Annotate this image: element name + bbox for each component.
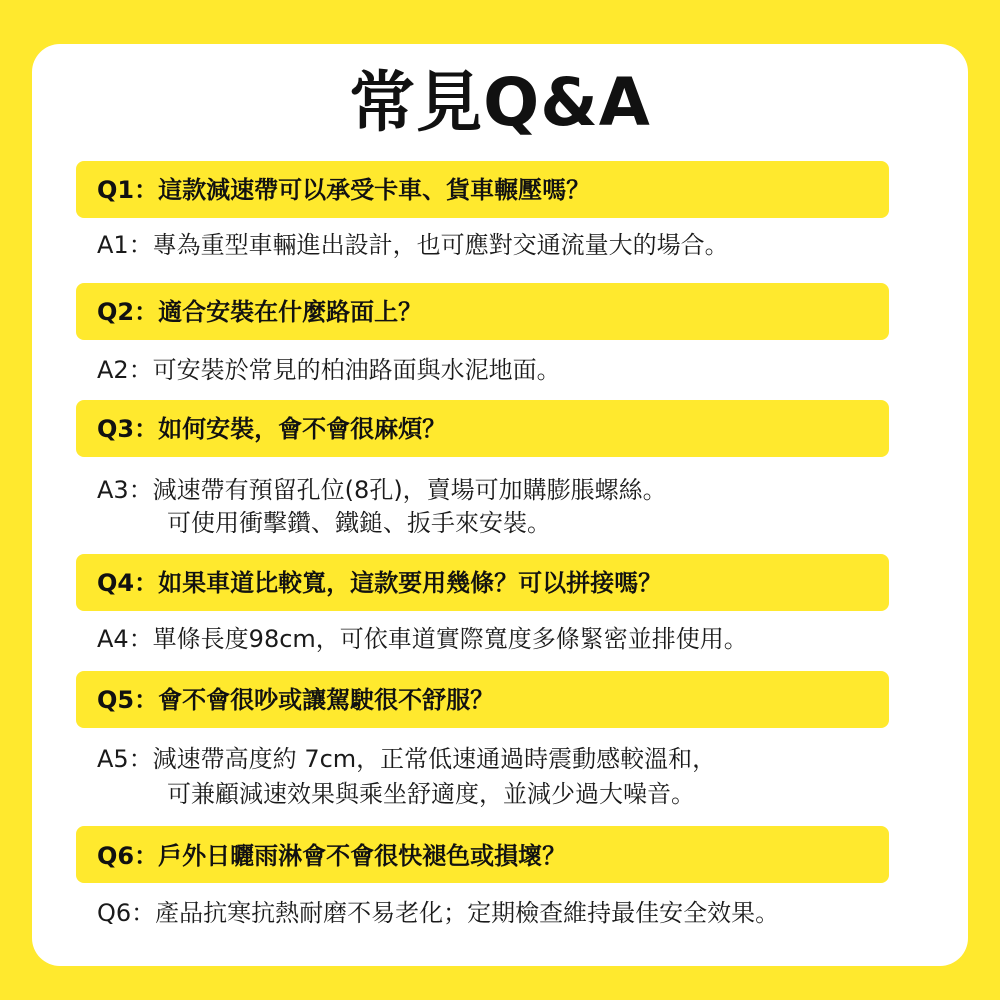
answer-text-continued: 可使用衝擊鑽、鐵鎚、扳手來安裝。 xyxy=(167,509,551,537)
answer-text: A5：減速帶高度約 7cm，正常低速通過時震動感較溫和， xyxy=(97,745,717,773)
question-text: Q3：如何安裝，會不會很麻煩？ xyxy=(97,415,447,443)
question-text: Q2：適合安裝在什麼路面上？ xyxy=(97,298,423,326)
answer-text-continued: 可兼顧減速效果與乘坐舒適度，並減少過大噪音。 xyxy=(167,780,695,808)
answer-text: A4：單條長度98cm，可依車道實際寬度多條緊密並排使用。 xyxy=(97,625,748,653)
answer-text: A3：減速帶有預留孔位(8孔)，賣場可加購膨脹螺絲。 xyxy=(97,476,667,504)
question-text: Q1：這款減速帶可以承受卡車、貨車輾壓嗎？ xyxy=(97,176,591,204)
question-text: Q6：戶外日曬雨淋會不會很快褪色或損壞？ xyxy=(97,842,567,870)
question-text: Q4：如果車道比較寬，這款要用幾條？可以拼接嗎？ xyxy=(97,569,663,597)
question-text: Q5：會不會很吵或讓駕駛很不舒服？ xyxy=(97,686,495,714)
answer-text: Q6：產品抗寒抗熱耐磨不易老化；定期檢查維持最佳安全效果。 xyxy=(97,899,780,927)
page-title: 常見Q&A xyxy=(349,64,651,141)
answer-text: A1：專為重型車輛進出設計，也可應對交通流量大的場合。 xyxy=(97,231,729,259)
answer-text: A2：可安裝於常見的柏油路面與水泥地面。 xyxy=(97,356,561,384)
